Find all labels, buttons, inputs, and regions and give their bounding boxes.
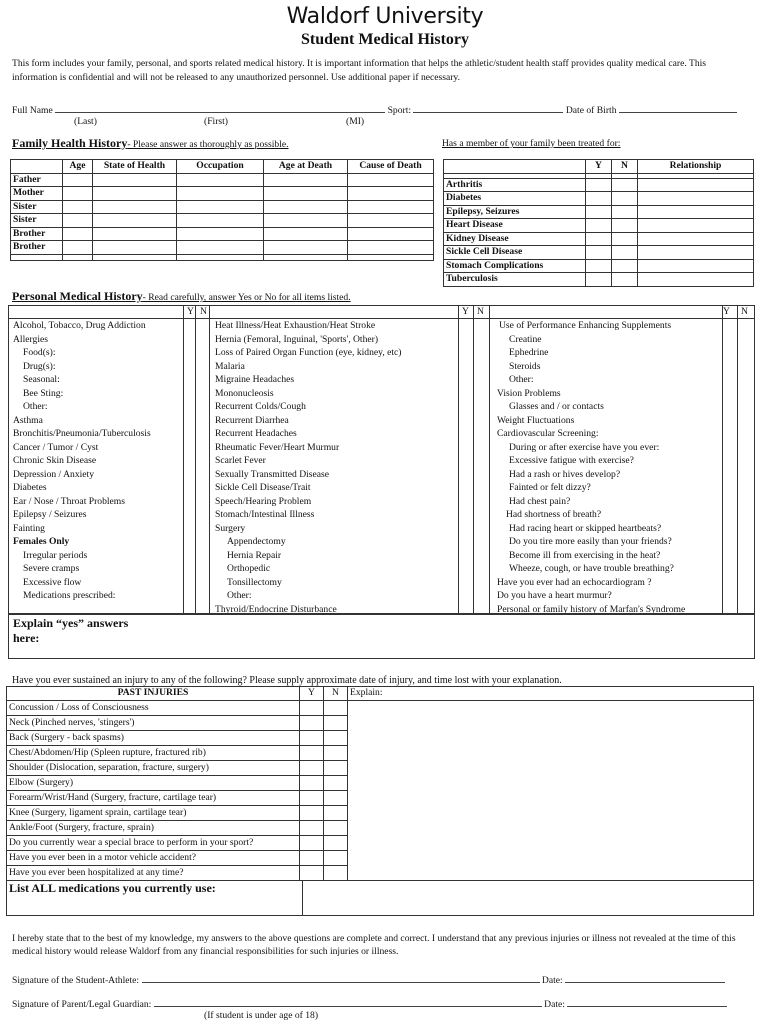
family-col-header: Age at Death — [264, 160, 348, 174]
pm-item: Stomach/Intestinal Illness — [215, 509, 315, 520]
family-cell[interactable] — [177, 227, 264, 241]
guardian-date-field[interactable] — [567, 996, 727, 1007]
family-row-label: Brother — [11, 241, 63, 255]
injury-label: Shoulder (Dislocation, separation, fracture, surgery) — [7, 760, 300, 775]
pm-item: Sexually Transmitted Disease — [215, 468, 330, 480]
medications-row — [7, 880, 754, 915]
pm-item: Ephedrine — [509, 347, 549, 358]
injury-n-cell[interactable] — [324, 715, 348, 730]
injury-y-cell[interactable] — [300, 820, 324, 835]
pm-item: Irregular periods — [23, 549, 88, 561]
pm-item: Bronchitis/Pneumonia/Tuberculosis — [13, 428, 151, 439]
pm-item: Personal or family history of Marfan's Syndrome — [497, 603, 686, 615]
athlete-signature-row — [12, 972, 725, 986]
pm-item: Other: — [227, 590, 252, 601]
athlete-signature-label: Signature of the Student-Athlete: — [12, 975, 140, 986]
family-cell[interactable] — [63, 227, 93, 241]
pm-item: Diabetes — [13, 482, 47, 493]
pm-column-1 — [11, 319, 181, 603]
injury-n-cell[interactable] — [324, 850, 348, 865]
pm-column-2 — [213, 319, 456, 616]
pm-item: Alcohol, Tobacco, Drug Addiction — [13, 320, 146, 331]
pm-col1-y: Y — [187, 306, 194, 317]
injury-label: Knee (Surgery, ligament sprain, cartilage tear) — [7, 805, 300, 820]
family-row — [11, 200, 434, 214]
family-cell[interactable] — [348, 200, 434, 214]
family-col-header: Age — [63, 160, 93, 174]
family-row-label: Mother — [11, 187, 63, 201]
illness-n-cell[interactable] — [612, 273, 638, 287]
injury-label: Back (Surgery - back spasms) — [7, 730, 300, 745]
family-cell[interactable] — [264, 200, 348, 214]
pm-item: Fainted or felt dizzy? — [509, 482, 591, 493]
injury-y-cell[interactable] — [300, 730, 324, 745]
family-cell[interactable] — [264, 187, 348, 201]
family-cell[interactable] — [93, 227, 177, 241]
illness-row — [444, 273, 754, 287]
pm-item: Wheeze, cough, or have trouble breathing? — [509, 563, 674, 574]
injury-label: Do you currently wear a special brace to perform in your sport? — [7, 835, 300, 850]
first-sublabel: (First) — [204, 116, 228, 127]
pm-item: Tonsillectomy — [227, 576, 282, 588]
pm-divider — [722, 306, 723, 614]
pm-item: Depression / Anxiety — [13, 468, 95, 480]
family-row-label: Sister — [11, 214, 63, 228]
injury-y-cell[interactable] — [300, 865, 324, 880]
injury-label: Have you ever been hospitalized at any time? — [7, 865, 300, 880]
illness-n-cell[interactable] — [612, 232, 638, 246]
family-cell[interactable] — [63, 173, 93, 187]
pm-item: Fainting — [13, 522, 45, 534]
family-cell[interactable] — [63, 214, 93, 228]
illness-y-cell[interactable] — [586, 205, 612, 219]
pm-col3-y: Y — [723, 306, 730, 317]
illness-label: Arthritis — [444, 178, 586, 192]
pm-divider — [458, 306, 459, 614]
pm-item: Cardiovascular Screening: — [497, 428, 599, 439]
pm-item: Orthopedic — [227, 563, 271, 574]
injury-n-cell[interactable] — [324, 775, 348, 790]
illness-label: Heart Disease — [444, 219, 586, 233]
pm-item: Hernia (Femoral, Inguinal, 'Sports', Other) — [215, 333, 379, 345]
pm-item: Food(s): — [23, 347, 56, 358]
injury-label: Concussion / Loss of Consciousness — [7, 700, 300, 715]
family-cell[interactable] — [264, 227, 348, 241]
illness-y-cell[interactable] — [586, 178, 612, 192]
injury-header-row — [7, 687, 754, 701]
pm-item: Excessive fatigue with exercise? — [509, 455, 634, 466]
family-col-header: Occupation — [177, 160, 264, 174]
medications-label: List ALL medications you currently use: — [9, 880, 216, 895]
injury-n-cell[interactable] — [324, 835, 348, 850]
personal-header-row — [9, 306, 754, 319]
injury-y-cell[interactable] — [300, 715, 324, 730]
injury-y-cell[interactable] — [300, 760, 324, 775]
family-cell[interactable] — [93, 214, 177, 228]
family-header-row — [11, 160, 434, 174]
family-cell[interactable] — [177, 241, 264, 255]
pm-item: Scarlet Fever — [215, 455, 266, 466]
guardian-signature-label: Signature of Parent/Legal Guardian: — [12, 999, 152, 1010]
guardian-signature-field[interactable] — [154, 996, 542, 1007]
mi-sublabel: (MI) — [346, 116, 365, 127]
injury-label: Forearm/Wrist/Hand (Surgery, fracture, cartilage tear) — [7, 790, 300, 805]
family-cell[interactable] — [93, 241, 177, 255]
injury-row — [7, 700, 754, 715]
pm-item: Cancer / Tumor / Cyst — [13, 441, 99, 453]
pm-item: Seasonal: — [23, 374, 60, 385]
pm-item: Allergies — [13, 333, 48, 345]
illness-col-relationship: Relationship — [638, 160, 754, 174]
illness-relationship-cell[interactable] — [638, 205, 754, 219]
university-name: Waldorf University — [286, 4, 484, 29]
pm-item: Steroids — [509, 360, 541, 372]
pm-item: Heat Illness/Heat Exhaustion/Heat Stroke — [215, 320, 376, 331]
pm-divider — [489, 306, 490, 614]
injury-y-cell[interactable] — [300, 745, 324, 760]
pm-item: Mononucleosis — [215, 387, 274, 399]
pm-col2-y: Y — [462, 306, 469, 317]
pm-item: Excessive flow — [23, 576, 82, 588]
pm-item: Other: — [509, 374, 534, 385]
pm-item: Creatine — [509, 333, 542, 345]
pm-item: Bee Sting: — [23, 387, 64, 399]
family-row — [11, 214, 434, 228]
pm-item: Females Only — [13, 536, 70, 547]
injury-header: PAST INJURIES — [7, 687, 300, 701]
family-illness-table — [443, 159, 754, 287]
family-cell[interactable] — [177, 173, 264, 187]
illness-y-cell[interactable] — [586, 232, 612, 246]
pm-item: Rheumatic Fever/Heart Murmur — [215, 441, 340, 453]
illness-row — [444, 259, 754, 273]
injury-n-cell[interactable] — [324, 805, 348, 820]
pm-item: Vision Problems — [497, 387, 561, 399]
pm-item: Speech/Hearing Problem — [215, 495, 312, 507]
medications-cell[interactable] — [7, 880, 754, 915]
form-title: Student Medical History — [301, 31, 469, 48]
injury-y-cell[interactable] — [300, 700, 324, 715]
pm-divider — [737, 306, 738, 614]
illness-y-cell[interactable] — [586, 273, 612, 287]
family-spacer-row — [11, 254, 434, 260]
pm-item: Epilepsy / Seizures — [13, 509, 87, 520]
illness-row — [444, 232, 754, 246]
family-cell[interactable] — [93, 173, 177, 187]
illness-relationship-cell[interactable] — [638, 259, 754, 273]
illness-n-cell[interactable] — [612, 246, 638, 260]
injury-intro: Have you ever sustained an injury to any of the following? Please supply approximate date of injury, and time lost with your explanation. — [12, 675, 562, 686]
illness-label: Diabetes — [444, 192, 586, 206]
injury-col-explain: Explain: — [348, 687, 754, 701]
illness-relationship-cell[interactable] — [638, 246, 754, 260]
family-cell[interactable] — [63, 241, 93, 255]
athlete-date-label: Date: — [541, 975, 563, 986]
injury-n-cell[interactable] — [324, 700, 348, 715]
pm-item: Do you tire more easily than your friends? — [509, 536, 672, 547]
illness-relationship-cell[interactable] — [638, 178, 754, 192]
illness-label: Tuberculosis — [444, 273, 586, 287]
family-row — [11, 241, 434, 255]
illness-col-n: N — [612, 160, 638, 174]
illness-y-cell[interactable] — [586, 192, 612, 206]
pm-item: During or after exercise have you ever: — [509, 441, 660, 453]
family-cell[interactable] — [264, 241, 348, 255]
family-cell[interactable] — [348, 173, 434, 187]
family-row-label: Father — [11, 173, 63, 187]
pm-item: Other: — [23, 401, 48, 412]
family-cell[interactable] — [348, 227, 434, 241]
pm-item: Chronic Skin Disease — [13, 455, 97, 466]
guardian-signature-row — [12, 996, 727, 1010]
family-row-label: Brother — [11, 227, 63, 241]
family-cell[interactable] — [63, 187, 93, 201]
illness-col-y: Y — [586, 160, 612, 174]
injury-col-y: Y — [300, 687, 324, 701]
pm-item: Weight Fluctuations — [497, 414, 575, 426]
pm-item: Do you have a heart murmur? — [497, 590, 612, 601]
family-cell[interactable] — [63, 200, 93, 214]
injury-label: Elbow (Surgery) — [7, 775, 300, 790]
family-cell[interactable] — [177, 187, 264, 201]
injury-explain-cell[interactable] — [348, 700, 754, 880]
injury-y-cell[interactable] — [300, 805, 324, 820]
injury-y-cell[interactable] — [300, 790, 324, 805]
illness-relationship-cell[interactable] — [638, 219, 754, 233]
family-cell[interactable] — [93, 187, 177, 201]
statement-text: I hereby state that to the best of my knowledge, my answers to the above questions are complete and correct. I understand that any previous injuries or illness not revealed at the time of this medical history would release Waldorf from any financial responsibilities for such injuries or illness. — [12, 933, 736, 957]
injury-n-cell[interactable] — [324, 790, 348, 805]
illness-n-cell[interactable] — [612, 259, 638, 273]
family-row — [11, 187, 434, 201]
illness-relationship-cell[interactable] — [638, 232, 754, 246]
injury-n-cell[interactable] — [324, 820, 348, 835]
pm-item: Recurrent Colds/Cough — [215, 401, 306, 412]
injury-label: Chest/Abdomen/Hip (Spleen rupture, fractured rib) — [7, 745, 300, 760]
illness-header-blank — [444, 160, 586, 174]
family-cell[interactable] — [348, 187, 434, 201]
family-row — [11, 173, 434, 187]
pm-item: Had racing heart or skipped heartbeats? — [509, 522, 662, 534]
illness-n-cell[interactable] — [612, 205, 638, 219]
pm-item: Malaria — [215, 360, 245, 372]
family-cell[interactable] — [264, 214, 348, 228]
athlete-date-field[interactable] — [565, 972, 725, 983]
injury-col-n: N — [324, 687, 348, 701]
full-name-label: Full Name — [12, 105, 53, 116]
family-col-header: Cause of Death — [348, 160, 434, 174]
injury-y-cell[interactable] — [300, 850, 324, 865]
family-cell[interactable] — [93, 200, 177, 214]
pm-divider — [195, 306, 196, 614]
illness-y-cell[interactable] — [586, 219, 612, 233]
pm-divider — [209, 306, 210, 614]
name-row — [12, 102, 737, 116]
injury-label: Have you ever been in a motor vehicle accident? — [7, 850, 300, 865]
dob-label: Date of Birth — [565, 105, 617, 116]
explain-box[interactable] — [8, 613, 755, 659]
family-cell[interactable] — [264, 173, 348, 187]
illness-row — [444, 246, 754, 260]
family-title: Family Health History — [12, 136, 128, 150]
illness-n-cell[interactable] — [612, 192, 638, 206]
sport-field[interactable] — [413, 102, 563, 113]
family-cell[interactable] — [177, 214, 264, 228]
injury-n-cell[interactable] — [324, 745, 348, 760]
personal-history-table — [8, 305, 755, 615]
pm-item: Glasses and / or contacts — [509, 401, 604, 412]
pm-item: Asthma — [13, 414, 43, 426]
pm-divider — [183, 306, 184, 614]
minor-note: (If student is under age of 18) — [204, 1010, 319, 1021]
family-cell[interactable] — [348, 241, 434, 255]
illness-relationship-cell[interactable] — [638, 273, 754, 287]
pm-item: Had chest pain? — [509, 495, 571, 507]
family-table — [10, 159, 434, 261]
pm-item: Sickle Cell Disease/Trait — [215, 482, 311, 493]
illness-header-row — [444, 160, 754, 174]
pm-item: Migraine Headaches — [215, 374, 295, 385]
medications-divider — [302, 881, 303, 916]
injury-label: Neck (Pinched nerves, 'stingers') — [7, 715, 300, 730]
injury-label: Ankle/Foot (Surgery, fracture, sprain) — [7, 820, 300, 835]
pm-item: Severe cramps — [23, 563, 80, 574]
illness-row — [444, 178, 754, 192]
illness-y-cell[interactable] — [586, 259, 612, 273]
injury-n-cell[interactable] — [324, 730, 348, 745]
personal-title: Personal Medical History — [12, 289, 143, 303]
pm-item: Loss of Paired Organ Function (eye, kidney, etc) — [215, 347, 402, 358]
dob-field[interactable] — [619, 102, 737, 113]
injury-y-cell[interactable] — [300, 835, 324, 850]
injury-n-cell[interactable] — [324, 760, 348, 775]
explain-label: Explain “yes” answers here: — [13, 616, 129, 645]
athlete-signature-field[interactable] — [142, 972, 540, 983]
family-col-header: State of Health — [93, 160, 177, 174]
pm-item: Surgery — [215, 522, 246, 534]
pm-item: Appendectomy — [227, 536, 286, 547]
intro-text: This form includes your family, personal, and sports related medical history. It is important information that helps the athletic/student health staff provides quality medical care. This information is confidential and will not be released to any unauthorized personnel. Use additional paper if necessary. — [12, 58, 707, 83]
illness-n-cell[interactable] — [612, 219, 638, 233]
guardian-date-label: Date: — [544, 999, 565, 1010]
pm-item: Hernia Repair — [227, 549, 282, 561]
illness-row — [444, 205, 754, 219]
injury-table — [6, 686, 754, 916]
pm-col3-n: N — [741, 306, 748, 317]
pm-item: Become ill from exercising in the heat? — [509, 549, 661, 561]
pm-col2-n: N — [477, 306, 484, 317]
pm-item: Drug(s): — [23, 360, 56, 372]
illness-y-cell[interactable] — [586, 246, 612, 260]
illness-relationship-cell[interactable] — [638, 192, 754, 206]
personal-note: - Read carefully, answer Yes or No for all items listed. — [142, 292, 351, 303]
last-sublabel: (Last) — [74, 116, 97, 127]
pm-item: Had shortness of breath? — [506, 509, 602, 520]
family-row — [11, 227, 434, 241]
full-name-field[interactable] — [55, 102, 385, 113]
pm-col1-n: N — [200, 306, 207, 317]
illness-row — [444, 192, 754, 206]
illness-label: Kidney Disease — [444, 232, 586, 246]
family-row-label: Sister — [11, 200, 63, 214]
pm-item: Have you ever had an echocardiogram ? — [497, 576, 652, 588]
pm-divider — [473, 306, 474, 614]
personal-section-heading — [12, 289, 351, 304]
pm-column-3 — [495, 319, 720, 616]
illness-label: Sickle Cell Disease — [444, 246, 586, 260]
pm-item: Thyroid/Endocrine Disturbance — [215, 603, 337, 615]
pm-item: Recurrent Headaches — [215, 428, 297, 439]
illness-label: Epilepsy, Seizures — [444, 205, 586, 219]
pm-item: Recurrent Diarrhea — [215, 414, 289, 426]
injury-n-cell[interactable] — [324, 865, 348, 880]
pm-item: Medications prescribed: — [23, 590, 116, 601]
family-header-blank — [11, 160, 63, 174]
illness-n-cell[interactable] — [612, 178, 638, 192]
illness-row — [444, 219, 754, 233]
pm-item: Use of Performance Enhancing Supplements — [499, 320, 672, 331]
family-note: - Please answer as thoroughly as possible. — [127, 139, 289, 150]
injury-y-cell[interactable] — [300, 775, 324, 790]
pm-item: Ear / Nose / Throat Problems — [13, 495, 125, 507]
family-cell[interactable] — [348, 214, 434, 228]
family-cell[interactable] — [177, 200, 264, 214]
sport-label: Sport: — [387, 105, 412, 116]
pm-item: Had a rash or hives develop? — [509, 468, 621, 480]
family-section-heading — [12, 136, 289, 151]
illness-label: Stomach Complications — [444, 259, 586, 273]
family-illness-title: Has a member of your family been treated for: — [442, 138, 621, 149]
